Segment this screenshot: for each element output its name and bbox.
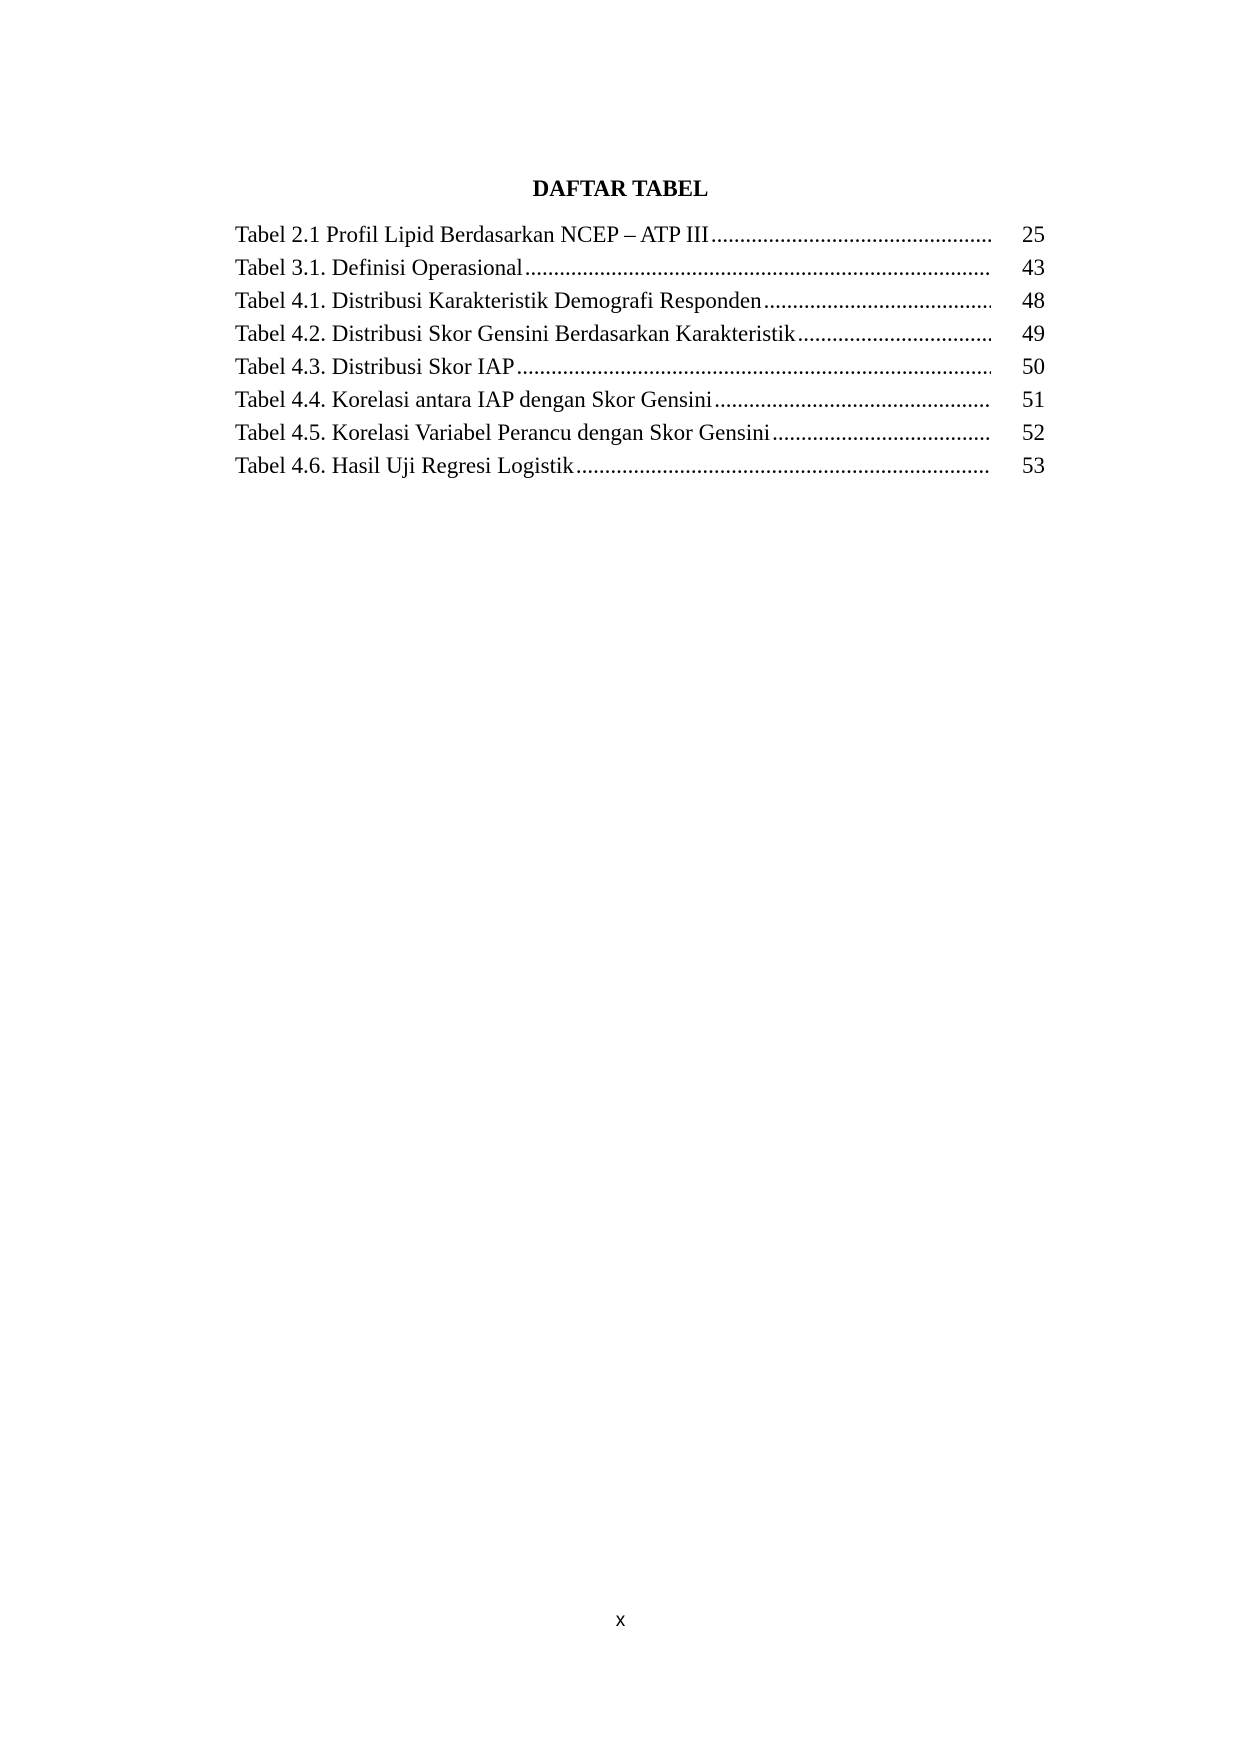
entry-page: 43: [1022, 255, 1045, 280]
page-number: x: [615, 1610, 626, 1631]
entry-page: 51: [1022, 387, 1045, 412]
entry-label: Tabel 4.1. Distribusi Karakteristik Demografi Responden: [235, 288, 762, 313]
entry-page: 50: [1022, 354, 1045, 379]
entry-label: Tabel 4.5. Korelasi Variabel Perancu dengan Skor Gensini: [235, 420, 771, 445]
toc-entry[interactable]: [235, 453, 1045, 486]
dot-leader: [764, 288, 991, 314]
page-title: DAFTAR TABEL: [532, 176, 709, 201]
dot-leader: [772, 420, 991, 446]
entry-page: 48: [1022, 288, 1045, 313]
toc-entry[interactable]: [235, 255, 1045, 288]
entry-label: Tabel 4.6. Hasil Uji Regresi Logistik: [235, 453, 574, 478]
toc-entry[interactable]: [235, 288, 1045, 321]
entry-page: 53: [1022, 453, 1045, 478]
entry-label: Tabel 4.3. Distribusi Skor IAP: [235, 354, 515, 379]
dot-leader: [711, 222, 991, 248]
dot-leader: [576, 453, 991, 479]
toc-entry[interactable]: [235, 321, 1045, 354]
dot-leader: [714, 387, 991, 413]
entry-page: 49: [1022, 321, 1045, 346]
entry-label: Tabel 4.4. Korelasi antara IAP dengan Skor Gensini: [235, 387, 713, 412]
entry-label: Tabel 2.1 Profil Lipid Berdasarkan NCEP – ATP III: [235, 222, 709, 247]
toc-entry[interactable]: [235, 354, 1045, 387]
toc-entry[interactable]: [235, 387, 1045, 420]
dot-leader: [798, 321, 992, 347]
toc-entry[interactable]: [235, 222, 1045, 255]
entry-label: Tabel 3.1. Definisi Operasional: [235, 255, 523, 280]
table-list: [235, 222, 1045, 486]
entry-label: Tabel 4.2. Distribusi Skor Gensini Berdasarkan Karakteristik: [235, 321, 796, 346]
dot-leader: [525, 255, 991, 281]
entry-page: 25: [1022, 222, 1045, 247]
toc-entry[interactable]: [235, 420, 1045, 453]
entry-page: 52: [1022, 420, 1045, 445]
dot-leader: [517, 354, 992, 380]
